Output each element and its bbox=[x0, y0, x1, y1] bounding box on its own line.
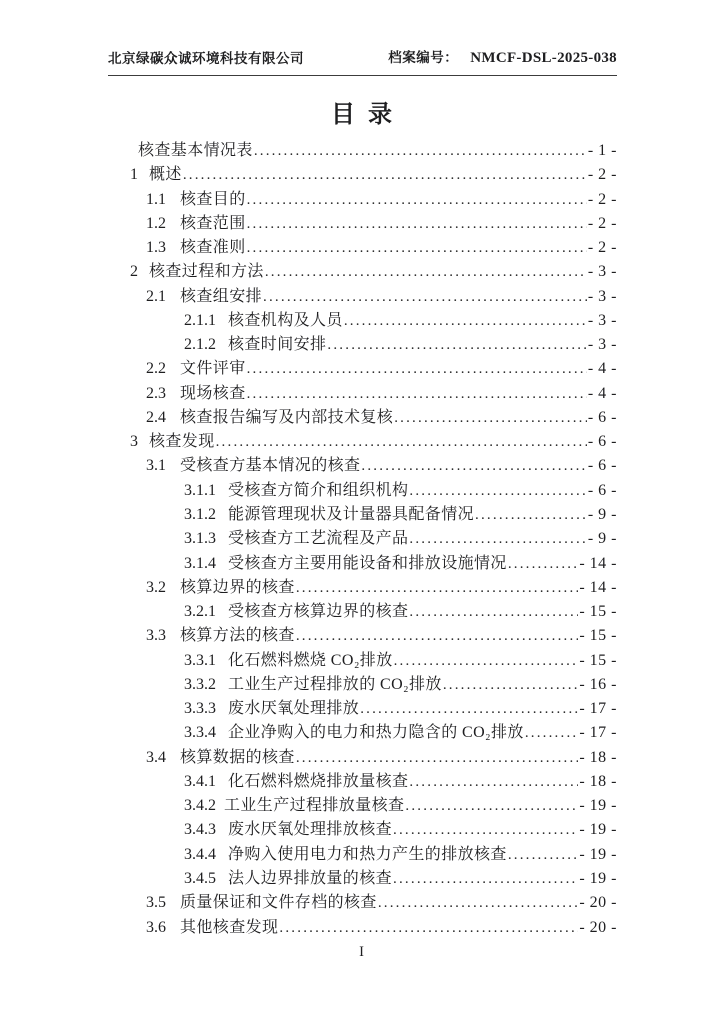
toc-entry bbox=[108, 309, 617, 333]
toc-entry bbox=[108, 843, 617, 867]
toc-entry-number: 2.3 bbox=[146, 384, 166, 402]
toc-entry bbox=[108, 139, 617, 163]
toc-entry-label: 化石燃料燃烧排放量核查 bbox=[228, 772, 409, 790]
toc-entry-number: 3.1.1 bbox=[184, 481, 216, 499]
toc-entry-page: - 3 - bbox=[587, 336, 617, 354]
toc-entry-label: 核查机构及人员 bbox=[228, 311, 343, 329]
toc-entry bbox=[108, 333, 617, 357]
toc-entry-page: - 17 - bbox=[579, 724, 617, 742]
toc-entry-number: 3.4.3 bbox=[184, 821, 216, 839]
toc-entry-label: 工业生产过程排放量核查 bbox=[224, 797, 405, 815]
toc-entry-number: 3.4.4 bbox=[184, 845, 216, 863]
toc-leader-dots bbox=[393, 867, 578, 891]
toc-entry bbox=[108, 770, 617, 794]
toc-leader-dots bbox=[508, 552, 579, 576]
toc-entry-label: 核查时间安排 bbox=[228, 336, 327, 354]
toc-entry bbox=[108, 794, 617, 818]
toc-entry-number: 3.3.1 bbox=[184, 651, 216, 669]
toc-entry-label: 工业生产过程排放的 CO₂排放 bbox=[228, 675, 442, 693]
toc-entry-number: 1 bbox=[130, 166, 138, 184]
toc-list bbox=[108, 139, 617, 940]
toc-entry-label: 企业净购入的电力和热力隐含的 CO₂排放 bbox=[228, 724, 524, 742]
toc-entry bbox=[108, 746, 617, 770]
toc-entry-number: 3.4.5 bbox=[184, 869, 216, 887]
toc-leader-dots bbox=[525, 721, 579, 745]
toc-entry bbox=[108, 430, 617, 454]
toc-entry-page: - 2 - bbox=[587, 239, 617, 257]
toc-leader-dots bbox=[409, 527, 586, 551]
toc-leader-dots bbox=[296, 624, 579, 648]
toc-entry-page: - 18 - bbox=[579, 748, 617, 766]
toc-entry bbox=[108, 916, 617, 940]
toc-entry bbox=[108, 260, 617, 284]
toc-entry-page: - 1 - bbox=[587, 142, 617, 159]
toc-entry bbox=[108, 721, 617, 745]
toc-entry-number: 3.2 bbox=[146, 578, 166, 596]
toc-leader-dots bbox=[344, 309, 587, 333]
toc-entry-number: 3.4 bbox=[146, 748, 166, 766]
toc-entry-page: - 3 - bbox=[587, 263, 617, 281]
toc-entry-number: 3.1.4 bbox=[184, 554, 216, 572]
toc-leader-dots bbox=[265, 260, 587, 284]
toc-entry-number: 3 bbox=[130, 433, 138, 451]
toc-entry-page: - 17 - bbox=[579, 700, 617, 718]
toc-entry-label: 废水厌氧处理排放核查 bbox=[228, 821, 393, 839]
toc-entry-label: 核查过程和方法 bbox=[149, 263, 264, 281]
toc-entry-page: - 2 - bbox=[587, 166, 617, 184]
toc-leader-dots bbox=[360, 697, 578, 721]
toc-entry-label: 核查基本情况表 bbox=[138, 142, 253, 159]
toc-entry-label: 核查准则 bbox=[180, 239, 246, 257]
toc-leader-dots bbox=[247, 212, 587, 236]
toc-entry-page: - 19 - bbox=[579, 797, 617, 815]
toc-entry-page: - 19 - bbox=[579, 845, 617, 863]
toc-leader-dots bbox=[247, 382, 587, 406]
toc-leader-dots bbox=[296, 576, 579, 600]
toc-leader-dots bbox=[254, 139, 587, 163]
toc-entry-number: 2 bbox=[130, 263, 138, 281]
toc-entry bbox=[108, 188, 617, 212]
toc-entry-number: 3.5 bbox=[146, 894, 166, 912]
toc-leader-dots bbox=[405, 794, 578, 818]
toc-entry-label: 核算数据的核查 bbox=[180, 748, 295, 766]
toc-leader-dots bbox=[361, 454, 586, 478]
toc-entry-number: 1.2 bbox=[146, 214, 166, 232]
toc-entry-number: 1.1 bbox=[146, 190, 166, 208]
toc-entry-label: 受核查方核算边界的核查 bbox=[228, 603, 409, 621]
toc-entry-number: 2.4 bbox=[146, 408, 166, 426]
toc-entry-number: 2.1.2 bbox=[184, 336, 216, 354]
toc-entry-number: 3.3.4 bbox=[184, 724, 216, 742]
toc-entry bbox=[108, 624, 617, 648]
header-archive bbox=[388, 46, 617, 67]
toc-entry-number: 2.1.1 bbox=[184, 311, 216, 329]
toc-entry-page: - 6 - bbox=[587, 481, 617, 499]
toc-entry-number: 2.1 bbox=[146, 287, 166, 305]
toc-entry-label: 核查组安排 bbox=[180, 287, 263, 305]
toc-entry bbox=[108, 236, 617, 260]
toc-entry-page: - 9 - bbox=[587, 530, 617, 548]
toc-entry-page: - 19 - bbox=[579, 869, 617, 887]
toc-entry bbox=[108, 382, 617, 406]
toc-entry-page: - 3 - bbox=[587, 287, 617, 305]
toc-leader-dots bbox=[247, 188, 587, 212]
toc-leader-dots bbox=[394, 406, 587, 430]
toc-entry-page: - 15 - bbox=[579, 627, 617, 645]
toc-entry-number: 3.3.3 bbox=[184, 700, 216, 718]
toc-leader-dots bbox=[247, 357, 587, 381]
toc-entry-number: 3.4.1 bbox=[184, 772, 216, 790]
header-archive-label: 档案编号： bbox=[388, 50, 459, 65]
toc-entry bbox=[108, 891, 617, 915]
toc-page-title: 目录 bbox=[331, 102, 405, 128]
toc-entry-page: - 14 - bbox=[579, 578, 617, 596]
toc-leader-dots bbox=[327, 333, 586, 357]
toc-entry-number: 3.6 bbox=[146, 918, 166, 936]
toc-entry-page: - 6 - bbox=[587, 457, 617, 475]
toc-entry-page: - 16 - bbox=[579, 675, 617, 693]
toc-leader-dots bbox=[394, 649, 579, 673]
toc-entry bbox=[108, 600, 617, 624]
toc-entry-page: - 20 - bbox=[579, 918, 617, 936]
toc-entry bbox=[108, 818, 617, 842]
toc-entry-page: - 20 - bbox=[579, 894, 617, 912]
toc-entry-page: - 19 - bbox=[579, 821, 617, 839]
toc-entry-label: 质量保证和文件存档的核查 bbox=[180, 894, 377, 912]
toc-entry bbox=[108, 503, 617, 527]
toc-entry bbox=[108, 406, 617, 430]
header-company-name: 北京绿碳众诚环境科技有限公司 bbox=[108, 51, 304, 66]
toc-leader-dots bbox=[279, 916, 578, 940]
toc-entry-label: 受核查方主要用能设备和排放设施情况 bbox=[228, 554, 507, 572]
toc-leader-dots bbox=[508, 843, 579, 867]
toc-entry-number: 3.1 bbox=[146, 457, 166, 475]
toc-entry-label: 核算方法的核查 bbox=[180, 627, 295, 645]
toc-entry-number: 3.1.2 bbox=[184, 505, 216, 523]
toc-leader-dots bbox=[247, 236, 587, 260]
page-header bbox=[108, 46, 617, 76]
toc-entry-number: 3.4.2 bbox=[184, 797, 216, 815]
toc-entry-page: - 9 - bbox=[587, 505, 617, 523]
toc-entry-page: - 2 - bbox=[587, 190, 617, 208]
toc-entry-number: 1.3 bbox=[146, 239, 166, 257]
toc-entry-page: - 3 - bbox=[587, 311, 617, 329]
toc-entry-page: - 4 - bbox=[587, 384, 617, 402]
toc-entry bbox=[108, 649, 617, 673]
toc-entry-number: 3.3.2 bbox=[184, 675, 216, 693]
toc-entry-label: 能源管理现状及计量器具配备情况 bbox=[228, 505, 475, 523]
toc-entry-number: 3.1.3 bbox=[184, 530, 216, 548]
toc-entry-number: 2.2 bbox=[146, 360, 166, 378]
toc-entry-page: - 15 - bbox=[579, 603, 617, 621]
toc-entry bbox=[108, 527, 617, 551]
toc-entry bbox=[108, 454, 617, 478]
toc-leader-dots bbox=[443, 673, 579, 697]
toc-entry-label: 废水厌氧处理排放 bbox=[228, 700, 360, 718]
toc-entry-label: 其他核查发现 bbox=[180, 918, 279, 936]
toc-leader-dots bbox=[263, 285, 587, 309]
toc-entry bbox=[108, 697, 617, 721]
toc-leader-dots bbox=[378, 891, 579, 915]
toc-entry-page: - 18 - bbox=[579, 772, 617, 790]
toc-entry-label: 核查报告编写及内部技术复核 bbox=[180, 408, 394, 426]
toc-leader-dots bbox=[296, 746, 579, 770]
toc-entry-label: 受核查方工艺流程及产品 bbox=[228, 530, 409, 548]
toc-entry-label: 核算边界的核查 bbox=[180, 578, 295, 596]
toc-entry-label: 受核查方简介和组织机构 bbox=[228, 481, 409, 499]
toc-entry bbox=[108, 552, 617, 576]
toc-entry-number: 3.3 bbox=[146, 627, 166, 645]
toc-entry-label: 核查目的 bbox=[180, 190, 246, 208]
toc-entry bbox=[108, 357, 617, 381]
toc-leader-dots bbox=[475, 503, 587, 527]
toc-entry bbox=[108, 163, 617, 187]
toc-leader-dots bbox=[393, 818, 578, 842]
toc-entry-page: - 6 - bbox=[587, 408, 617, 426]
toc-entry-page: - 6 - bbox=[587, 433, 617, 451]
toc-entry bbox=[108, 576, 617, 600]
toc-entry-label: 概述 bbox=[149, 166, 182, 184]
toc-leader-dots bbox=[183, 163, 587, 187]
toc-entry bbox=[108, 867, 617, 891]
toc-entry-page: - 14 - bbox=[579, 554, 617, 572]
toc-entry-page: - 4 - bbox=[587, 360, 617, 378]
toc-entry bbox=[108, 673, 617, 697]
toc-entry bbox=[108, 285, 617, 309]
toc-leader-dots bbox=[409, 770, 578, 794]
toc-leader-dots bbox=[409, 479, 586, 503]
toc-entry-label: 核查范围 bbox=[180, 214, 246, 232]
toc-entry bbox=[108, 212, 617, 236]
toc-entry-label: 化石燃料燃烧 CO₂排放 bbox=[228, 651, 393, 669]
footer-page-number: I bbox=[359, 944, 364, 960]
toc-leader-dots bbox=[216, 430, 587, 454]
toc-entry bbox=[108, 479, 617, 503]
toc-entry-label: 核查发现 bbox=[149, 433, 215, 451]
toc-entry-label: 受核查方基本情况的核查 bbox=[180, 457, 361, 475]
toc-leader-dots bbox=[409, 600, 578, 624]
toc-entry-label: 法人边界排放量的核查 bbox=[228, 869, 393, 887]
toc-entry-label: 文件评审 bbox=[180, 360, 246, 378]
toc-entry-label: 净购入使用电力和热力产生的排放核查 bbox=[228, 845, 507, 863]
toc-entry-page: - 15 - bbox=[579, 651, 617, 669]
toc-entry-number: 3.2.1 bbox=[184, 603, 216, 621]
header-archive-number: NMCF-DSL-2025-038 bbox=[470, 50, 617, 66]
toc-entry-page: - 2 - bbox=[587, 214, 617, 232]
toc-entry-label: 现场核查 bbox=[180, 384, 246, 402]
